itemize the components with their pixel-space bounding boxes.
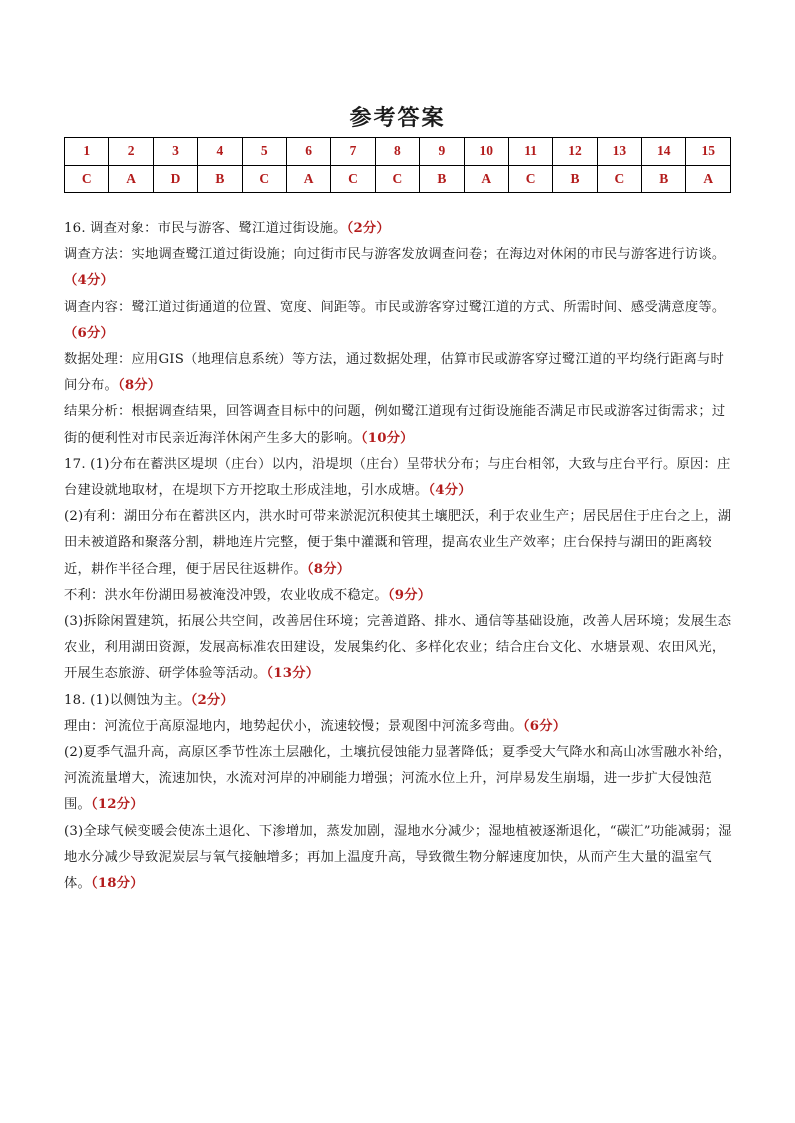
question-number: 7 xyxy=(331,138,375,166)
question-number: 12 xyxy=(553,138,597,166)
paragraph-text: 17. (1)分布在蓄洪区堤坝（庄台）以内，沿堤坝（庄台）呈带状分布；与庄台相邻，大致与庄台平行。原因：庄台建设就地取材，在堤坝下方开挖取土形成洼地，引水成塘。 xyxy=(64,456,731,499)
answer-letter: C xyxy=(375,165,419,193)
question-number: 1 xyxy=(65,138,109,166)
score-label: （4分） xyxy=(428,483,472,499)
question-number: 5 xyxy=(242,138,286,166)
question-number: 11 xyxy=(508,138,552,166)
answer-paragraph xyxy=(64,583,732,609)
answer-paragraph xyxy=(64,740,732,819)
paragraph-text: (3)全球气候变暖会使冻土退化、下渗增加，蒸发加剧，湿地水分减少；湿地植被逐渐退化，“碳汇”功能减弱；湿地水分减少导致泥炭层与氧气接触增多；再加上温度升高，导致微生物分解速度加快，从而产生大量的温室气体。 xyxy=(64,823,732,892)
score-label: （8分） xyxy=(118,378,162,394)
paragraph-text: 16. 调查对象：市民与游客、鹭江道过街设施。 xyxy=(64,221,347,236)
paragraph-text: 理由：河流位于高原湿地内，地势起伏小，流速较慢；景观图中河流多弯曲。 xyxy=(64,718,523,734)
question-number: 15 xyxy=(686,138,731,166)
answer-paragraph xyxy=(64,216,732,242)
answer-paragraph xyxy=(64,688,732,714)
score-label: （18分） xyxy=(91,876,144,892)
paragraph-text: 数据处理：应用GIS（地理信息系统）等方法，通过数据处理，估算市民或游客穿过鹭江道的平均绕行距离与时间分布。 xyxy=(64,352,724,394)
answer-paragraph xyxy=(64,504,732,583)
page-title: 参考答案 xyxy=(349,106,446,131)
answer-paragraph xyxy=(64,452,732,504)
question-number: 4 xyxy=(198,138,242,166)
score-label: （4分） xyxy=(64,273,114,289)
answer-letter: A xyxy=(109,165,153,193)
paragraph-text: 调查内容：鹭江道过街通道的位置、宽度、间距等。市民或游客穿过鹭江道的方式、所需时间、感受满意度等。 xyxy=(64,299,726,315)
answer-letter: A xyxy=(464,165,508,193)
score-label: （2分） xyxy=(190,692,234,708)
question-number: 6 xyxy=(286,138,330,166)
score-label: （6分） xyxy=(522,718,567,734)
answer-letter: D xyxy=(153,165,197,193)
question-number: 3 xyxy=(153,138,197,166)
question-number: 8 xyxy=(375,138,419,166)
paragraph-text: 18. (1)以侧蚀为主。 xyxy=(64,692,191,708)
question-number: 9 xyxy=(420,138,464,166)
answer-explanations xyxy=(64,216,732,897)
answer-letter: B xyxy=(553,165,597,193)
answer-letter: B xyxy=(198,165,242,193)
score-label: （12分） xyxy=(91,797,144,813)
paragraph-text: 不利：洪水年份湖田易被淹没冲毁，农业收成不稳定。 xyxy=(64,587,388,603)
answer-letter: B xyxy=(642,165,686,193)
score-label: （6分） xyxy=(64,325,114,341)
answer-paragraph xyxy=(64,347,732,399)
score-label: （2分） xyxy=(346,221,390,236)
paragraph-text: (2)夏季气温升高，高原区季节性冻土层融化，土壤抗侵蚀能力显著降低；夏季受大气降水和高山冰雪融水补给，河流流量增大，流速加快，水流对河岸的冲刷能力增强；河流水位上升，河岸易发生崩塌，进一步扩大侵蚀范围。 xyxy=(64,745,732,813)
answer-letter: B xyxy=(420,165,464,193)
answer-letter: C xyxy=(331,165,375,193)
answer-letter: A xyxy=(686,165,731,193)
answer-letter: C xyxy=(242,165,286,193)
score-label: （8分） xyxy=(306,561,351,577)
answer-paragraph xyxy=(64,609,732,688)
answer-paragraph xyxy=(64,819,732,898)
score-label: （9分） xyxy=(387,587,432,603)
answer-table-answer-row xyxy=(65,165,731,193)
answer-letter: A xyxy=(286,165,330,193)
score-label: （13分） xyxy=(266,666,320,682)
answer-letter: C xyxy=(508,165,552,193)
answer-paragraph xyxy=(64,295,732,347)
question-number: 2 xyxy=(109,138,153,166)
score-label: （10分） xyxy=(360,430,414,446)
answer-table-number-row xyxy=(65,138,731,166)
question-number: 13 xyxy=(597,138,641,166)
answer-paragraph xyxy=(64,399,732,451)
answer-paragraph xyxy=(64,714,732,740)
paragraph-text: 调查方法：实地调查鹭江道过街设施；向过街市民与游客发放调查问卷；在海边对休闲的市民与游客进行访谈。 xyxy=(64,247,726,263)
question-number: 14 xyxy=(642,138,686,166)
answer-table xyxy=(64,137,731,193)
answer-paragraph xyxy=(64,242,732,294)
paragraph-text: 结果分析：根据调查结果，回答调查目标中的问题，例如鹭江道现有过街设施能否满足市民或游客过街需求；过街的便利性对市民亲近海洋休闲产生多大的影响。 xyxy=(64,404,726,446)
answer-letter: C xyxy=(597,165,641,193)
question-number: 10 xyxy=(464,138,508,166)
answer-letter: C xyxy=(65,165,109,193)
paragraph-text: (3)拆除闲置建筑，拓展公共空间，改善居住环境；完善道路、排水、通信等基础设施，改善人居环境；发展生态农业，利用湖田资源，发展高标准农田建设，发展集约化、多样化农业；结合庄台文化、水塘景观、农田风光，开展生态旅游、研学体验等活动。 xyxy=(64,614,732,682)
paragraph-text: (2)有利：湖田分布在蓄洪区内，洪水时可带来淤泥沉积使其土壤肥沃，利于农业生产；居民居住于庄台之上，湖田未被道路和聚落分割，耕地连片完整，便于集中灌溉和管理，提高农业生产效率；庄台保持与湖田的距离较近，耕作半径合理，便于居民往返耕作。 xyxy=(64,509,732,577)
